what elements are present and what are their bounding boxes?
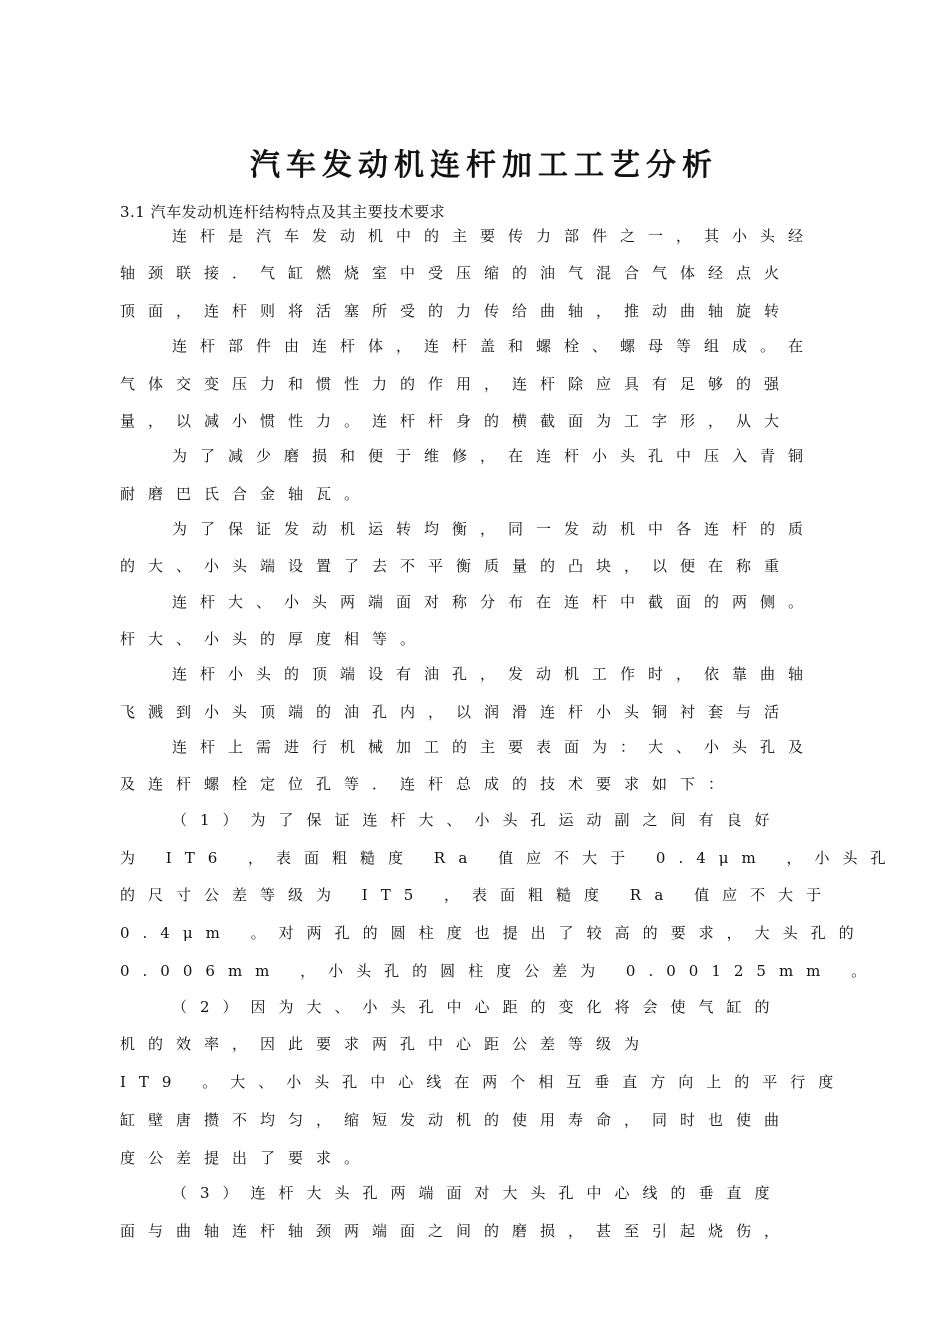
text-line: 为了保证发动机运转均衡，同一发动机中各连杆的质 xyxy=(172,520,817,538)
text-line: 面与曲轴连杆轴颈两端面之间的磨损，甚至引起烧伤， xyxy=(120,1222,793,1240)
text-line: 轴颈联接．气缸燃烧室中受压缩的油气混合气体经点火 xyxy=(120,264,793,282)
text-line: IT9 。大、小头孔中心线在两个相互垂直方向上的平行度 xyxy=(120,1073,847,1091)
text-line: 连杆小头的顶端设有油孔，发动机工作时，依靠曲轴 xyxy=(172,665,817,683)
text-line: 气体交变压力和惯性力的作用，连杆除应具有足够的强 xyxy=(120,375,793,393)
text-line: 缸壁唐攒不均匀，缩短发动机的使用寿命，同时也使曲 xyxy=(120,1111,793,1129)
text-line: （3）连杆大头孔两端面对大头孔中心线的垂直度 xyxy=(172,1184,783,1202)
text-line: 杆大、小头的厚度相等。 xyxy=(120,630,429,648)
text-line: （2）因为大、小头孔中心距的变化将会使气缸的 xyxy=(172,998,783,1016)
text-line: 连杆大、小头两端面对称分布在连杆中截面的两侧。 xyxy=(172,593,817,611)
text-line: 为了减少磨损和便于维修，在连杆小头孔中压入青铜 xyxy=(172,447,817,465)
text-line: 为 IT6 ，表面粗糙度 Ra 值应不大于 0.4μm ，小头孔 xyxy=(120,849,899,867)
text-line: （1）为了保证连杆大、小头孔运动副之间有良好 xyxy=(172,811,783,829)
text-line: 飞溅到小头顶端的油孔内，以润滑连杆小头铜衬套与活 xyxy=(120,703,793,721)
text-line: 顶面，连杆则将活塞所受的力传给曲轴，推动曲轴旋转 xyxy=(120,302,793,320)
text-line: 的尺寸公差等级为 IT5 ，表面粗糙度 Ra 值应不大于 xyxy=(120,886,835,904)
text-line: 度公差提出了要求。 xyxy=(120,1149,373,1167)
text-line: 量，以减小惯性力。连杆杆身的横截面为工字形，从大 xyxy=(120,412,793,430)
document-title: 汽车发动机连杆加工工艺分析 xyxy=(250,148,718,183)
text-line: 及连杆螺栓定位孔等．连杆总成的技术要求如下： xyxy=(120,775,737,793)
text-line: 连杆部件由连杆体，连杆盖和螺栓、螺母等组成。在 xyxy=(172,337,817,355)
text-line: 连杆是汽车发动机中的主要传力部件之一，其小头经 xyxy=(172,227,817,245)
text-line: 的大、小头端设置了去不平衡质量的凸块，以便在称重 xyxy=(120,557,793,575)
text-line: 机的效率，因此要求两孔中心距公差等级为 xyxy=(120,1035,653,1053)
text-line: 0.006mm ，小头孔的圆柱度公差为 0.00125mm 。 xyxy=(120,962,880,980)
section-heading: 3.1 汽车发动机连杆结构特点及其主要技术要求 xyxy=(120,203,446,221)
text-line: 耐磨巴氏合金轴瓦。 xyxy=(120,485,373,503)
text-line: 连杆上需进行机械加工的主要表面为：大、小头孔及 xyxy=(172,738,817,756)
text-line: 0.4μm 。对两孔的圆柱度也提出了较高的要求，大头孔的 xyxy=(120,924,867,942)
